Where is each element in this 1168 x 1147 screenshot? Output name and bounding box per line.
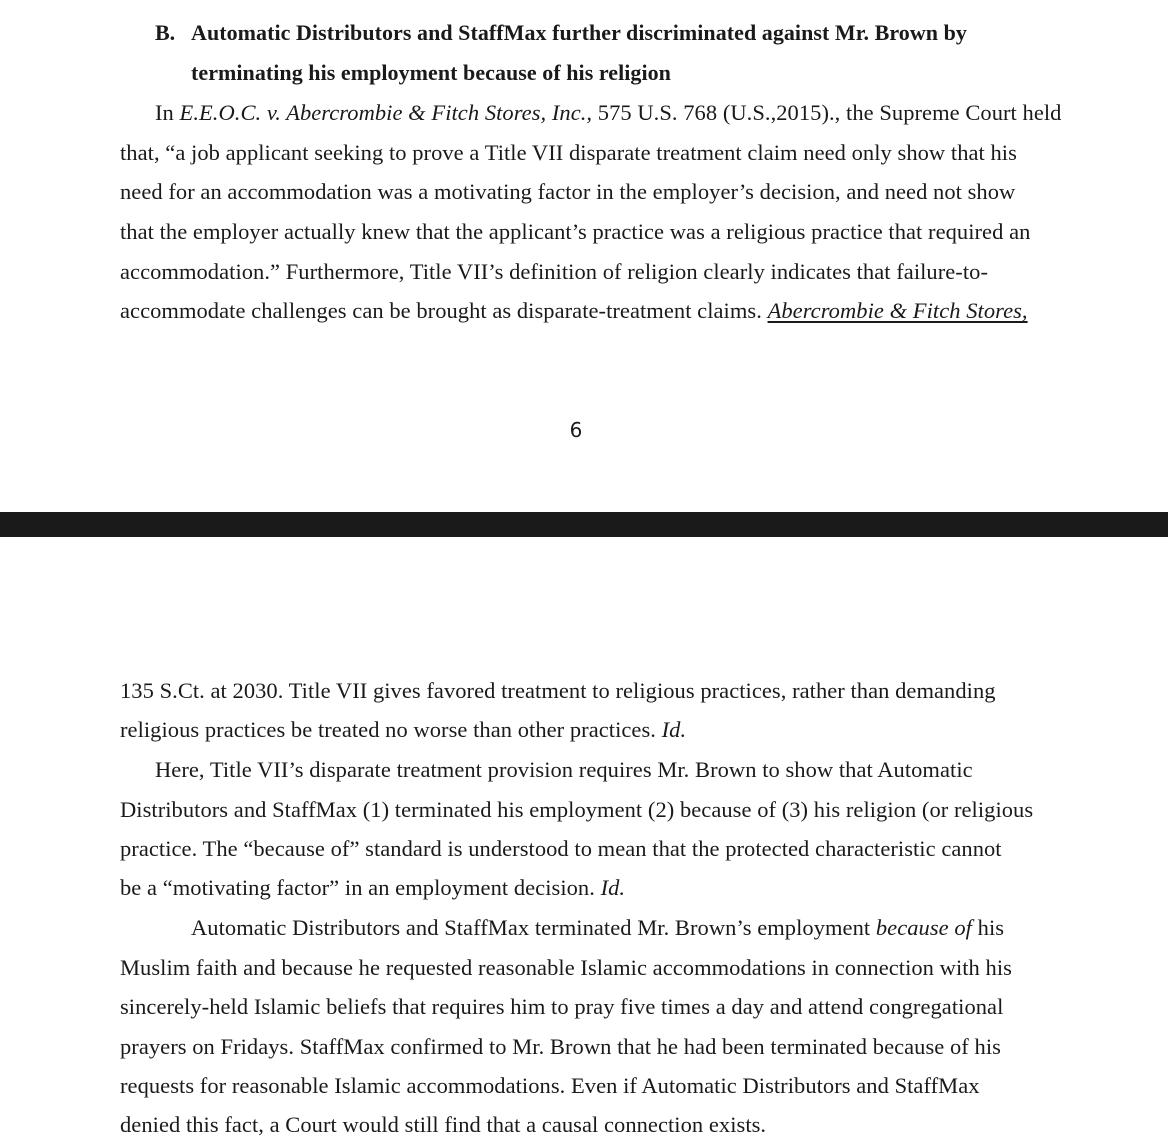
text-run: 575 U.S. 768 (U.S.,2015)., the Supreme Court held (592, 100, 1062, 125)
text-run: his (971, 915, 1005, 940)
paragraph-3-line-4 (120, 873, 625, 903)
paragraph-4-line-4: prayers on Fridays. StaffMax confirmed to Mr. Brown that he had been terminated because of his (120, 1034, 1001, 1059)
paragraph-3-line-1: Here, Title VII’s disparate treatment provision requires Mr. Brown to show that Automatic (155, 757, 973, 782)
emphasis: because of (875, 915, 972, 940)
text-run: In (155, 100, 180, 125)
text-run: Automatic Distributors and StaffMax terminated Mr. Brown’s employment (191, 915, 876, 940)
document-page-7 (0, 537, 1168, 1147)
paragraph-4-line-1 (191, 913, 1004, 943)
paragraph-1-line-4: that the employer actually knew that the applicant’s practice was a religious practice that required an (120, 219, 1031, 244)
paragraph-1-line-6 (120, 296, 1028, 326)
paragraph-3-line-3: practice. The “because of” standard is understood to mean that the protected characteristic cannot (120, 836, 1002, 861)
paragraph-4-line-5: requests for reasonable Islamic accommodations. Even if Automatic Distributors and StaffMax (120, 1073, 980, 1098)
document-page-6 (0, 0, 1168, 512)
page-number: 6 (569, 418, 583, 442)
paragraph-1-line-2: that, “a job applicant seeking to prove a Title VII disparate treatment claim need only show that his (120, 140, 1017, 165)
paragraph-2-line-1: 135 S.Ct. at 2030. Title VII gives favored treatment to religious practices, rather than demanding (120, 678, 996, 703)
paragraph-3-line-2: Distributors and StaffMax (1) terminated his employment (2) because of (3) his religion (or religious (120, 797, 1034, 822)
text-run: religious practices be treated no worse than other practices. (120, 717, 662, 742)
id-citation: Id. (661, 717, 687, 742)
section-heading-line-1: Automatic Distributors and StaffMax further discriminated against Mr. Brown by (191, 20, 967, 45)
paragraph-4-line-6: denied this fact, a Court would still find that a causal connection exists. (120, 1112, 767, 1137)
section-heading-line-2: terminating his employment because of his religion (191, 60, 671, 85)
text-run: be a “motivating factor” in an employment decision. (120, 875, 601, 900)
paragraph-4-line-3: sincerely-held Islamic beliefs that requires him to pray five times a day and attend congregational (120, 994, 1004, 1019)
paragraph-1-line-3: need for an accommodation was a motivating factor in the employer’s decision, and need not show (120, 179, 1016, 204)
paragraph-1-line-1 (155, 98, 1061, 128)
page-divider (0, 512, 1168, 537)
section-heading-letter: B. (155, 20, 176, 45)
id-citation: Id. (600, 875, 626, 900)
paragraph-2-line-2 (120, 715, 686, 745)
text-run: accommodate challenges can be brought as disparate-treatment claims. (120, 298, 768, 323)
paragraph-4-line-2: Muslim faith and because he requested reasonable Islamic accommodations in connection with his (120, 955, 1012, 980)
paragraph-1-line-5: accommodation.” Furthermore, Title VII’s definition of religion clearly indicates that failure-to- (120, 259, 988, 284)
case-citation-link[interactable]: Abercrombie & Fitch Stores, (767, 298, 1028, 323)
case-citation: E.E.O.C. v. Abercrombie & Fitch Stores, Inc., (179, 100, 593, 125)
